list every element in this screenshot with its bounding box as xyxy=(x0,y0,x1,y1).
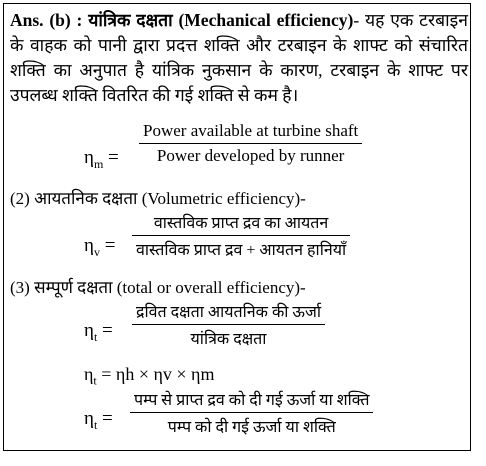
mechanical-numerator: Power available at turbine shaft xyxy=(143,121,359,140)
product-equation: $\eta_t = \eta h \times \eta v \times \eta m$ xyxy=(84,364,215,388)
volumetric-heading: (2) आयतनिक दक्षता (Volumetric efficiency)- xyxy=(10,189,306,208)
eta-v-symbol: $\eta_v$ = xyxy=(84,235,116,259)
term-english: (Mechanical efficiency) xyxy=(172,10,354,30)
mechanical-fraction xyxy=(139,121,362,166)
volumetric-denominator: वास्तविक प्राप्त द्रव + आयतन हानियाँ xyxy=(136,242,347,259)
overall-fraction xyxy=(132,300,325,349)
intro-body: - यह एक टरबाइन के वाहक को पानी द्वारा प्रदत्त शक्ति और टरबाइन के शाफ्ट को संचारित शक्ति का अनुपात है यांत्रिक नुकसान के कारण, टरबाइन के शाफ्ट पर उपलब्ध शक्ति वितरित की गई शक्ति से कम है। xyxy=(10,10,468,105)
eta-m-symbol: $\eta_m$ = xyxy=(84,147,119,171)
overall-fraction-2 xyxy=(130,388,373,437)
answer-box xyxy=(3,3,471,451)
fraction-bar xyxy=(130,412,373,413)
overall-numerator: द्रवित दक्षता आयतनिक की ऊर्जा xyxy=(136,304,321,321)
intro-paragraph xyxy=(10,8,468,108)
term-hindi: यांत्रिक दक्षता xyxy=(88,10,173,30)
eta-t-symbol: $\eta_t$ = xyxy=(84,320,113,344)
mechanical-denominator: Power developed by runner xyxy=(156,146,345,165)
fraction-bar xyxy=(132,324,325,325)
fraction-bar xyxy=(132,235,350,236)
volumetric-fraction xyxy=(132,211,350,260)
answer-label: Ans. (b) : xyxy=(10,10,89,30)
overall-denominator-2: पम्प को दी गई ऊर्जा या शक्ति xyxy=(167,419,336,436)
overall-heading: (3) सम्पूर्ण दक्षता (total or overall efficiency)- xyxy=(10,278,306,297)
overall-denominator: यांत्रिक दक्षता xyxy=(190,331,267,348)
overall-numerator-2: पम्प से प्राप्त द्रव को दी गई ऊर्जा या शक्ति xyxy=(134,392,370,409)
fraction-bar xyxy=(139,143,362,144)
volumetric-numerator: वास्तविक प्राप्त द्रव का आयतन xyxy=(153,215,329,232)
eta-t-symbol-2: $\eta_t$ = xyxy=(84,408,113,432)
